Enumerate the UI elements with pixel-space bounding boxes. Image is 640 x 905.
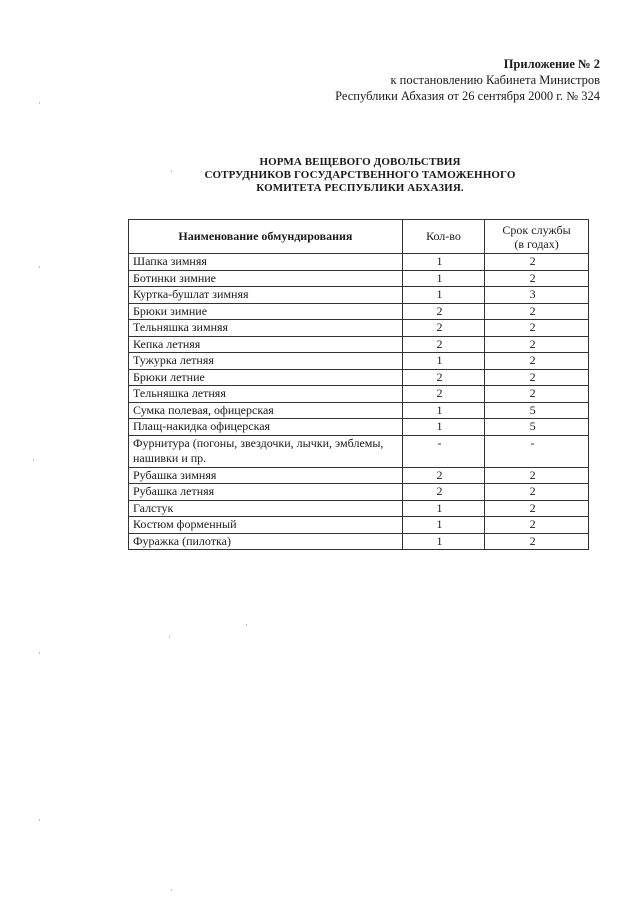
table-row xyxy=(129,254,589,271)
cell-name: Тельняшка летняя xyxy=(129,386,403,403)
cell-qty: 2 xyxy=(402,336,484,353)
table-row xyxy=(129,287,589,304)
table-row xyxy=(129,435,589,467)
cell-qty: 1 xyxy=(402,419,484,436)
cell-name: Плащ-накидка офицерская xyxy=(129,419,403,436)
table-row xyxy=(129,484,589,501)
scan-speck: · xyxy=(170,166,173,176)
table-row xyxy=(129,517,589,534)
cell-qty: 1 xyxy=(402,353,484,370)
table-header-row xyxy=(129,220,589,254)
cell-qty: 1 xyxy=(402,402,484,419)
cell-name: Куртка-бушлат зимняя xyxy=(129,287,403,304)
cell-term: - xyxy=(485,435,589,467)
cell-term: 2 xyxy=(485,500,589,517)
cell-qty: 1 xyxy=(402,517,484,534)
scan-speck: · xyxy=(245,620,248,630)
cell-name: Фуражка (пилотка) xyxy=(129,533,403,550)
cell-term: 2 xyxy=(485,369,589,386)
cell-qty: 1 xyxy=(402,270,484,287)
cell-name: Кепка летняя xyxy=(129,336,403,353)
table-row xyxy=(129,419,589,436)
cell-term: 2 xyxy=(485,533,589,550)
cell-qty: 2 xyxy=(402,320,484,337)
cell-qty: 2 xyxy=(402,484,484,501)
cell-name: Фурнитура (погоны, звездочки, лычки, эмблемы, нашивки и пр. xyxy=(129,435,403,467)
uniform-norms-table xyxy=(128,219,589,550)
heading-line-3: КОМИТЕТА РЕСПУБЛИКИ АБХАЗИЯ. xyxy=(256,182,464,194)
cell-term: 2 xyxy=(485,320,589,337)
scan-speck: · xyxy=(32,455,35,465)
table-row xyxy=(129,303,589,320)
cell-qty: 2 xyxy=(402,303,484,320)
cell-term: 5 xyxy=(485,419,589,436)
cell-qty: 2 xyxy=(402,467,484,484)
cell-name: Рубашка летняя xyxy=(129,484,403,501)
cell-name: Галстук xyxy=(129,500,403,517)
cell-name: Ботинки зимние xyxy=(129,270,403,287)
table-row xyxy=(129,500,589,517)
cell-qty: 2 xyxy=(402,386,484,403)
cell-name: Брюки зимние xyxy=(129,303,403,320)
header-term-line-1: Срок службы xyxy=(502,222,571,237)
cell-name: Шапка зимняя xyxy=(129,254,403,271)
cell-name: Рубашка зимняя xyxy=(129,467,403,484)
table-row xyxy=(129,353,589,370)
table-row xyxy=(129,320,589,337)
cell-term: 2 xyxy=(485,303,589,320)
cell-term: 2 xyxy=(485,386,589,403)
scan-speck: · xyxy=(168,632,171,642)
scan-speck: · xyxy=(38,815,41,825)
heading-line-1: НОРМА ВЕЩЕВОГО ДОВОЛЬСТВИЯ xyxy=(259,156,461,168)
cell-term: 2 xyxy=(485,484,589,501)
header-qty: Кол-во xyxy=(402,220,484,254)
document-heading xyxy=(130,156,590,195)
cell-name: Тельняшка зимняя xyxy=(129,320,403,337)
table-body xyxy=(129,254,589,550)
table-row xyxy=(129,336,589,353)
cell-term: 2 xyxy=(485,254,589,271)
appendix-title: Приложение № 2 xyxy=(503,57,600,71)
scan-speck: · xyxy=(38,262,41,272)
table-row xyxy=(129,270,589,287)
header-term-line-2: (в годах) xyxy=(514,236,559,251)
cell-qty: 1 xyxy=(402,287,484,304)
table-row xyxy=(129,402,589,419)
cell-qty: 1 xyxy=(402,254,484,271)
header-name: Наименование обмундирования xyxy=(129,220,403,254)
table-row xyxy=(129,533,589,550)
cell-qty: 1 xyxy=(402,500,484,517)
cell-term: 2 xyxy=(485,517,589,534)
header-term xyxy=(485,220,589,254)
cell-term: 3 xyxy=(485,287,589,304)
heading-line-2: СОТРУДНИКОВ ГОСУДАРСТВЕННОГО ТАМОЖЕННОГО xyxy=(204,169,516,181)
cell-term: 2 xyxy=(485,270,589,287)
appendix-line-2: Республики Абхазия от 26 сентября 2000 г. № 324 xyxy=(335,89,600,103)
cell-term: 2 xyxy=(485,336,589,353)
appendix-line-1: к постановлению Кабинета Министров xyxy=(390,73,600,87)
cell-term: 2 xyxy=(485,467,589,484)
cell-name: Тужурка летняя xyxy=(129,353,403,370)
table-row xyxy=(129,467,589,484)
appendix-note xyxy=(335,56,600,104)
cell-term: 5 xyxy=(485,402,589,419)
cell-qty: - xyxy=(402,435,484,467)
cell-qty: 1 xyxy=(402,533,484,550)
table-row xyxy=(129,386,589,403)
cell-name: Брюки летние xyxy=(129,369,403,386)
cell-name: Сумка полевая, офицерская xyxy=(129,402,403,419)
cell-term: 2 xyxy=(485,353,589,370)
cell-name: Костюм форменный xyxy=(129,517,403,534)
scan-speck: · xyxy=(38,98,41,108)
table-row xyxy=(129,369,589,386)
scan-speck: · xyxy=(170,885,173,895)
scan-speck: · xyxy=(38,648,41,658)
cell-qty: 2 xyxy=(402,369,484,386)
